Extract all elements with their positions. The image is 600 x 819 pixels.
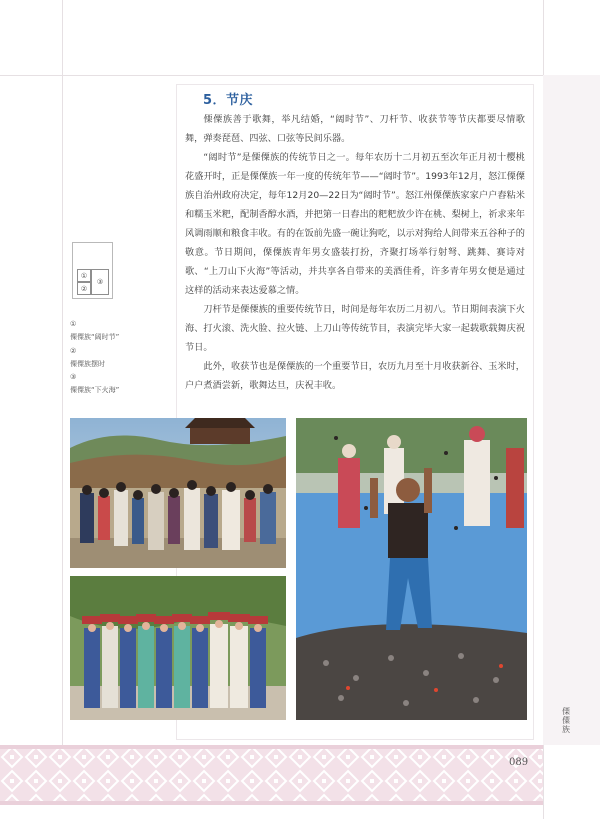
photo-festival-dance — [70, 418, 286, 568]
decorative-pattern-band — [0, 745, 543, 805]
figure-key-cell-2: ② — [77, 282, 91, 295]
paragraph-daogan: 刀杆节是傈僳族的重要传统节日，时间是每年农历二月初八。节日期间表演下火海、打火滚、洗火脸、拉火链、上刀山等传统节目，表演完毕大家一起载歌载舞庆祝节日。 — [185, 304, 525, 353]
caption-text-3: 傈僳族“下火海” — [70, 386, 120, 395]
right-margin-band — [543, 75, 600, 745]
figure-layout-key — [72, 242, 113, 299]
caption-text-2: 傈僳族摆时 — [70, 359, 105, 368]
caption-number-2: ② — [70, 346, 77, 355]
page-number: 089 — [509, 757, 529, 768]
photo-costumed-group — [70, 576, 286, 720]
body-text — [185, 110, 525, 395]
header-rule — [0, 75, 600, 76]
caption-text-1: 傈僳族“阔时节” — [70, 333, 120, 342]
figure-captions — [70, 318, 170, 398]
figure-key-cell-3: ③ — [91, 269, 109, 295]
side-label: 傈僳族 — [562, 707, 570, 734]
paragraph-intro: 傈僳族善于歌舞，举凡结婚，“阔时节”、刀杆节、收获节等节庆都要尽情歌舞，弹奏琵琶、四弦、口弦等民间乐器。 — [185, 114, 525, 144]
left-margin-rule — [62, 0, 63, 745]
section-title: 5．节庆 — [203, 93, 254, 108]
paragraph-kuoshi: “阔时节”是傈僳族的传统节日之一。每年农历十二月初五至次年正月初十樱桃花盛开时，正是傈僳族一年一度的传统年节——“阔时节”。1993年12月，怒江傈僳族自治州政府决定，每年12月20—22日为“阔时节”。怒江州傈僳族家家户户舂粘米和糯玉米粑，配制香醇水酒，并把第一日舂出的粑粑放少许在桃、梨树上，祈求来年风调雨顺和粮食丰收。有的在饭前先盛一碗让狗吃，以示对狗给人间带来五谷种子的敬意。节日期间，傈僳族青年男女盛装打扮，齐聚打场举行射弩、跳舞、赛诗对歌、“上刀山下火海”等活动，并共享各自带来的美酒佳肴，许多青年男女便是通过这样的活动来表达爱慕之情。 — [185, 152, 525, 296]
figure-key-cell-1: ① — [77, 269, 91, 282]
photo-fire-walk — [296, 418, 527, 720]
caption-number-1: ① — [70, 320, 77, 328]
caption-number-3: ③ — [70, 373, 77, 382]
paragraph-harvest: 此外，收获节也是傈僳族的一个重要节日，农历九月至十月收获新谷、玉米时，户户煮酒尝新，歌舞达旦，庆祝丰收。 — [185, 361, 525, 391]
